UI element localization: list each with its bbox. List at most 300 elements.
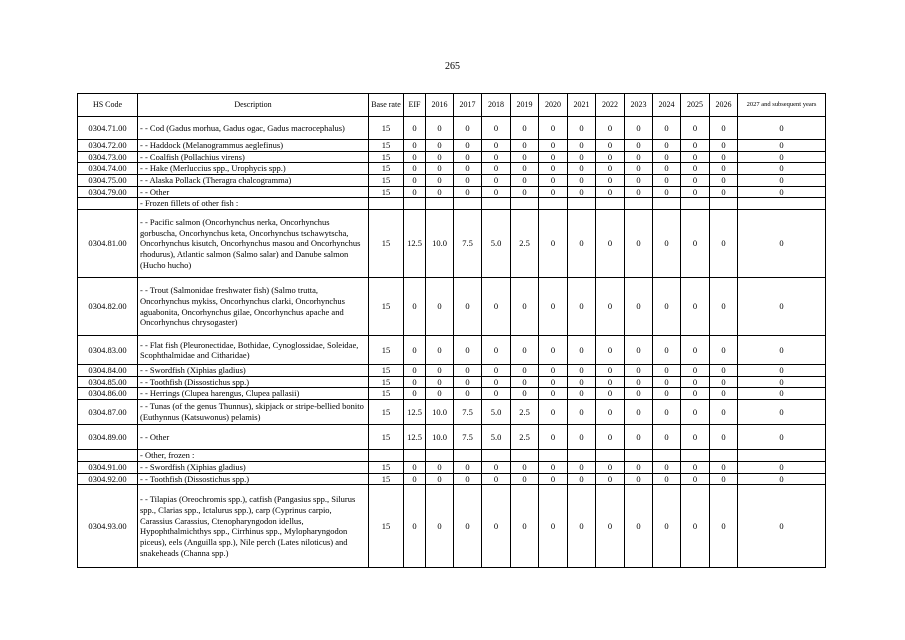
hs-code-cell [78, 450, 138, 462]
rate-cell: 0 [625, 400, 653, 425]
description-cell: - - Swordfish (Xiphias gladius) [138, 365, 369, 377]
table-row [78, 140, 826, 152]
rate-cell: 0 [653, 365, 681, 377]
rate-cell: 0 [426, 376, 454, 388]
rate-cell: 7.5 [454, 400, 482, 425]
table-row [78, 163, 826, 175]
rate-cell [369, 198, 404, 210]
hs-code-cell [78, 198, 138, 210]
rate-cell: 0 [710, 462, 738, 474]
column-header: 2024 [653, 94, 681, 117]
rate-cell [482, 450, 511, 462]
rate-cell: 0 [511, 278, 539, 336]
rate-cell: 0 [482, 473, 511, 485]
rate-cell: 0 [738, 151, 826, 163]
rate-cell: 0 [596, 462, 625, 474]
rate-cell: 5.0 [482, 400, 511, 425]
rate-cell: 0 [681, 462, 710, 474]
rate-cell: 0 [625, 462, 653, 474]
table-row [78, 365, 826, 377]
rate-cell: 0 [426, 278, 454, 336]
column-header: 2025 [681, 94, 710, 117]
rate-cell: 0 [454, 462, 482, 474]
rate-cell: 0 [710, 186, 738, 198]
table-row [78, 198, 826, 210]
hs-code-cell: 0304.75.00 [78, 174, 138, 186]
rate-cell: 0 [539, 174, 568, 186]
rate-cell [369, 450, 404, 462]
rate-cell: 0 [511, 376, 539, 388]
rate-cell: 0 [596, 376, 625, 388]
rate-cell: 0 [568, 140, 596, 152]
rate-cell: 0 [738, 462, 826, 474]
rate-cell: 0 [653, 210, 681, 278]
rate-cell [710, 198, 738, 210]
rate-cell: 0 [454, 336, 482, 365]
rate-cell: 0 [653, 400, 681, 425]
rate-cell: 0 [596, 186, 625, 198]
rate-cell: 0 [625, 485, 653, 568]
rate-cell: 0 [625, 278, 653, 336]
rate-cell: 0 [738, 210, 826, 278]
rate-cell: 15 [369, 425, 404, 450]
rate-cell: 0 [596, 400, 625, 425]
rate-cell: 0 [482, 163, 511, 175]
rate-cell: 15 [369, 336, 404, 365]
rate-cell: 0 [710, 376, 738, 388]
rate-cell: 0 [596, 140, 625, 152]
description-cell: - - Tilapias (Oreochromis spp.), catfish (Pangasius spp., Silurus spp., Clarias spp., Ictalurus spp.), carp (Cyprinus carpio, Carassius Carassius, Ctenopharyngodon idellus, Hypophthalmichthys spp., Cirrhinus spp., Mylopharyngodon piceus), eels (Anguilla spp.), Nile perch (Lates niloticus) and snakeheads (Channa spp.) [138, 485, 369, 568]
rate-cell: 0 [539, 376, 568, 388]
rate-cell: 0 [738, 485, 826, 568]
rate-cell [454, 450, 482, 462]
rate-cell: 0 [625, 174, 653, 186]
rate-cell: 0 [404, 151, 426, 163]
rate-cell: 0 [710, 278, 738, 336]
description-cell: - - Alaska Pollack (Theragra chalcogramma) [138, 174, 369, 186]
rate-cell: 0 [539, 400, 568, 425]
rate-cell: 0 [738, 163, 826, 175]
rate-cell: 15 [369, 210, 404, 278]
rate-cell: 0 [539, 140, 568, 152]
rate-cell [539, 450, 568, 462]
rate-cell: 0 [539, 278, 568, 336]
rate-cell: 15 [369, 174, 404, 186]
rate-cell [681, 450, 710, 462]
rate-cell [738, 198, 826, 210]
rate-cell: 0 [625, 186, 653, 198]
rate-cell: 0 [404, 336, 426, 365]
rate-cell: 0 [404, 462, 426, 474]
table-row [78, 462, 826, 474]
rate-cell: 0 [681, 388, 710, 400]
description-cell: - - Haddock (Melanogrammus aeglefinus) [138, 140, 369, 152]
hs-code-cell: 0304.74.00 [78, 163, 138, 175]
rate-cell: 0 [738, 365, 826, 377]
rate-cell: 0 [681, 485, 710, 568]
rate-cell: 0 [454, 376, 482, 388]
column-header: 2017 [454, 94, 482, 117]
rate-cell: 0 [681, 151, 710, 163]
hs-code-cell: 0304.79.00 [78, 186, 138, 198]
column-header: 2023 [625, 94, 653, 117]
rate-cell: 0 [482, 376, 511, 388]
rate-cell: 0 [738, 473, 826, 485]
rate-cell: 0 [596, 278, 625, 336]
rate-cell: 0 [511, 163, 539, 175]
rate-cell: 0 [568, 117, 596, 140]
column-header: 2018 [482, 94, 511, 117]
hs-code-cell: 0304.85.00 [78, 376, 138, 388]
rate-cell: 0 [404, 485, 426, 568]
table-row [78, 450, 826, 462]
rate-cell: 0 [653, 117, 681, 140]
rate-cell: 0 [454, 388, 482, 400]
rate-cell: 0 [710, 425, 738, 450]
rate-cell: 0 [454, 365, 482, 377]
rate-cell: 7.5 [454, 210, 482, 278]
table-row [78, 425, 826, 450]
rate-cell: 0 [511, 151, 539, 163]
rate-cell: 12.5 [404, 210, 426, 278]
rate-cell: 12.5 [404, 400, 426, 425]
rate-cell: 0 [539, 210, 568, 278]
rate-cell [653, 198, 681, 210]
description-cell: - - Tunas (of the genus Thunnus), skipjack or stripe-bellied bonito (Euthynnus (Katsuwonus) pelamis) [138, 400, 369, 425]
rate-cell: 0 [653, 462, 681, 474]
rate-cell [653, 450, 681, 462]
rate-cell [426, 450, 454, 462]
rate-cell: 0 [596, 117, 625, 140]
rate-cell: 0 [426, 462, 454, 474]
rate-cell: 0 [568, 365, 596, 377]
rate-cell: 0 [681, 210, 710, 278]
rate-cell: 15 [369, 163, 404, 175]
rate-cell [568, 198, 596, 210]
rate-cell: 0 [511, 336, 539, 365]
tariff-schedule-table [77, 93, 826, 568]
rate-cell: 0 [568, 336, 596, 365]
column-header: 2016 [426, 94, 454, 117]
rate-cell: 0 [710, 365, 738, 377]
rate-cell: 0 [625, 151, 653, 163]
column-header: 2026 [710, 94, 738, 117]
rate-cell: 0 [653, 278, 681, 336]
rate-cell: 0 [426, 485, 454, 568]
rate-cell [511, 450, 539, 462]
rate-cell: 0 [710, 336, 738, 365]
hs-code-cell: 0304.91.00 [78, 462, 138, 474]
rate-cell: 0 [568, 425, 596, 450]
column-header: Description [138, 94, 369, 117]
rate-cell: 0 [625, 388, 653, 400]
rate-cell [404, 198, 426, 210]
rate-cell: 15 [369, 462, 404, 474]
column-header: Base rate [369, 94, 404, 117]
rate-cell: 0 [738, 425, 826, 450]
rate-cell: 0 [710, 210, 738, 278]
description-cell: - - Swordfish (Xiphias gladius) [138, 462, 369, 474]
rate-cell: 15 [369, 151, 404, 163]
rate-cell: 0 [625, 117, 653, 140]
rate-cell: 0 [625, 140, 653, 152]
hs-code-cell: 0304.84.00 [78, 365, 138, 377]
rate-cell [511, 198, 539, 210]
rate-cell: 0 [681, 400, 710, 425]
rate-cell: 0 [653, 140, 681, 152]
rate-cell: 0 [653, 174, 681, 186]
rate-cell: 0 [568, 388, 596, 400]
rate-cell: 0 [568, 473, 596, 485]
rate-cell: 15 [369, 365, 404, 377]
rate-cell: 0 [738, 186, 826, 198]
description-cell: - - Toothfish (Dissostichus spp.) [138, 473, 369, 485]
rate-cell: 0 [511, 140, 539, 152]
rate-cell: 0 [568, 210, 596, 278]
table-row [78, 151, 826, 163]
rate-cell: 0 [681, 278, 710, 336]
rate-cell: 2.5 [511, 210, 539, 278]
rate-cell [426, 198, 454, 210]
rate-cell: 0 [738, 388, 826, 400]
rate-cell: 0 [596, 163, 625, 175]
rate-cell [625, 198, 653, 210]
description-cell: - - Cod (Gadus morhua, Gadus ogac, Gadus macrocephalus) [138, 117, 369, 140]
rate-cell: 0 [710, 163, 738, 175]
rate-cell: 0 [426, 151, 454, 163]
rate-cell: 0 [653, 376, 681, 388]
rate-cell: 0 [710, 151, 738, 163]
rate-cell: 0 [454, 140, 482, 152]
table-row [78, 117, 826, 140]
rate-cell: 0 [738, 174, 826, 186]
rate-cell: 0 [738, 336, 826, 365]
rate-cell: 0 [681, 140, 710, 152]
rate-cell [596, 450, 625, 462]
rate-cell: 0 [454, 473, 482, 485]
rate-cell: 0 [454, 278, 482, 336]
rate-cell: 0 [511, 388, 539, 400]
rate-cell: 0 [539, 163, 568, 175]
rate-cell: 15 [369, 186, 404, 198]
rate-cell: 0 [454, 151, 482, 163]
rate-cell: 2.5 [511, 400, 539, 425]
rate-cell: 0 [738, 278, 826, 336]
rate-cell: 0 [710, 140, 738, 152]
rate-cell: 0 [681, 186, 710, 198]
rate-cell: 0 [539, 151, 568, 163]
rate-cell: 15 [369, 278, 404, 336]
rate-cell: 0 [710, 400, 738, 425]
rate-cell: 0 [653, 336, 681, 365]
table-row [78, 400, 826, 425]
hs-code-cell: 0304.83.00 [78, 336, 138, 365]
rate-cell: 0 [426, 140, 454, 152]
description-cell: - Other, frozen : [138, 450, 369, 462]
rate-cell: 0 [738, 376, 826, 388]
rate-cell: 5.0 [482, 210, 511, 278]
rate-cell: 10.0 [426, 425, 454, 450]
column-header: HS Code [78, 94, 138, 117]
hs-code-cell: 0304.71.00 [78, 117, 138, 140]
rate-cell: 0 [653, 485, 681, 568]
rate-cell: 0 [625, 336, 653, 365]
rate-cell: 0 [681, 117, 710, 140]
rate-cell: 0 [511, 473, 539, 485]
rate-cell: 12.5 [404, 425, 426, 450]
description-cell: - - Pacific salmon (Oncorhynchus nerka, Oncorhynchus gorbuscha, Oncorhynchus keta, Oncorhynchus tschawytscha, Oncorhynchus kisutch, Oncorhynchus masou and Oncorhynchus rhodurus), Atlantic salmon (Salmo salar) and Danube salmon (Hucho hucho) [138, 210, 369, 278]
rate-cell: 15 [369, 388, 404, 400]
rate-cell: 0 [596, 210, 625, 278]
table-row [78, 174, 826, 186]
rate-cell: 0 [625, 425, 653, 450]
rate-cell: 0 [710, 388, 738, 400]
rate-cell: 0 [710, 485, 738, 568]
table-body [78, 117, 826, 568]
description-cell: - - Other [138, 186, 369, 198]
rate-cell: 0 [568, 376, 596, 388]
rate-cell: 0 [738, 400, 826, 425]
table-row [78, 388, 826, 400]
rate-cell: 0 [710, 473, 738, 485]
rate-cell: 0 [738, 140, 826, 152]
rate-cell: 0 [596, 336, 625, 365]
rate-cell: 0 [625, 210, 653, 278]
hs-code-cell: 0304.73.00 [78, 151, 138, 163]
hs-code-cell: 0304.87.00 [78, 400, 138, 425]
rate-cell: 0 [454, 174, 482, 186]
table-row [78, 485, 826, 568]
rate-cell: 0 [404, 174, 426, 186]
rate-cell: 0 [454, 485, 482, 568]
rate-cell: 0 [482, 151, 511, 163]
rate-cell: 0 [482, 485, 511, 568]
rate-cell: 0 [404, 376, 426, 388]
rate-cell: 0 [625, 376, 653, 388]
rate-cell: 0 [426, 186, 454, 198]
rate-cell: 0 [596, 174, 625, 186]
rate-cell: 0 [426, 174, 454, 186]
hs-code-cell: 0304.93.00 [78, 485, 138, 568]
rate-cell: 0 [404, 388, 426, 400]
rate-cell: 0 [511, 186, 539, 198]
rate-cell: 0 [511, 365, 539, 377]
rate-cell: 0 [568, 278, 596, 336]
rate-cell: 2.5 [511, 425, 539, 450]
rate-cell: 15 [369, 140, 404, 152]
description-cell: - - Herrings (Clupea harengus, Clupea pallasii) [138, 388, 369, 400]
rate-cell: 0 [404, 163, 426, 175]
rate-cell: 0 [568, 151, 596, 163]
rate-cell [404, 450, 426, 462]
rate-cell: 0 [426, 388, 454, 400]
description-cell: - - Trout (Salmonidae freshwater fish) (Salmo trutta, Oncorhynchus mykiss, Oncorhynchus clarki, Oncorhynchus aguabonita, Oncorhynchus gilae, Oncorhynchus apache and Oncorhynchus chrysogaster) [138, 278, 369, 336]
table-row [78, 278, 826, 336]
column-header: 2019 [511, 94, 539, 117]
table-row [78, 376, 826, 388]
column-header: 2020 [539, 94, 568, 117]
rate-cell: 0 [710, 117, 738, 140]
rate-cell: 15 [369, 117, 404, 140]
hs-code-cell: 0304.89.00 [78, 425, 138, 450]
rate-cell: 0 [568, 163, 596, 175]
rate-cell: 0 [404, 117, 426, 140]
rate-cell: 0 [426, 473, 454, 485]
rate-cell: 7.5 [454, 425, 482, 450]
rate-cell: 0 [482, 462, 511, 474]
hs-code-cell: 0304.86.00 [78, 388, 138, 400]
rate-cell: 15 [369, 376, 404, 388]
rate-cell: 0 [596, 388, 625, 400]
rate-cell: 0 [710, 174, 738, 186]
rate-cell: 0 [596, 365, 625, 377]
rate-cell: 0 [454, 186, 482, 198]
rate-cell [596, 198, 625, 210]
rate-cell: 0 [653, 186, 681, 198]
description-cell: - - Hake (Merluccius spp., Urophycis spp.) [138, 163, 369, 175]
hs-code-cell: 0304.81.00 [78, 210, 138, 278]
rate-cell: 0 [482, 365, 511, 377]
column-header: EIF [404, 94, 426, 117]
rate-cell: 0 [568, 462, 596, 474]
rate-cell: 15 [369, 485, 404, 568]
rate-cell: 0 [568, 174, 596, 186]
rate-cell [738, 450, 826, 462]
header-row [78, 94, 826, 117]
column-header: 2027 and subsequent years [738, 94, 826, 117]
rate-cell: 0 [426, 336, 454, 365]
rate-cell: 15 [369, 473, 404, 485]
rate-cell [625, 450, 653, 462]
rate-cell: 0 [482, 186, 511, 198]
rate-cell: 15 [369, 400, 404, 425]
rate-cell: 0 [539, 462, 568, 474]
table-row [78, 186, 826, 198]
rate-cell: 0 [482, 117, 511, 140]
rate-cell: 0 [539, 117, 568, 140]
rate-cell: 0 [681, 174, 710, 186]
rate-cell [710, 450, 738, 462]
rate-cell [482, 198, 511, 210]
rate-cell: 0 [426, 117, 454, 140]
hs-code-cell: 0304.82.00 [78, 278, 138, 336]
rate-cell: 0 [482, 174, 511, 186]
rate-cell: 0 [568, 485, 596, 568]
rate-cell [539, 198, 568, 210]
rate-cell: 0 [681, 336, 710, 365]
rate-cell: 0 [539, 473, 568, 485]
table-row [78, 473, 826, 485]
rate-cell: 0 [681, 365, 710, 377]
rate-cell: 0 [568, 400, 596, 425]
rate-cell [568, 450, 596, 462]
rate-cell: 0 [539, 485, 568, 568]
rate-cell: 0 [681, 376, 710, 388]
rate-cell: 0 [404, 186, 426, 198]
rate-cell: 0 [653, 425, 681, 450]
rate-cell: 0 [596, 151, 625, 163]
description-cell: - - Coalfish (Pollachius virens) [138, 151, 369, 163]
table-row [78, 336, 826, 365]
rate-cell: 0 [482, 388, 511, 400]
description-cell: - Frozen fillets of other fish : [138, 198, 369, 210]
rate-cell: 0 [454, 163, 482, 175]
rate-cell: 0 [681, 163, 710, 175]
rate-cell: 0 [653, 388, 681, 400]
rate-cell: 0 [625, 473, 653, 485]
rate-cell [681, 198, 710, 210]
rate-cell: 0 [539, 186, 568, 198]
